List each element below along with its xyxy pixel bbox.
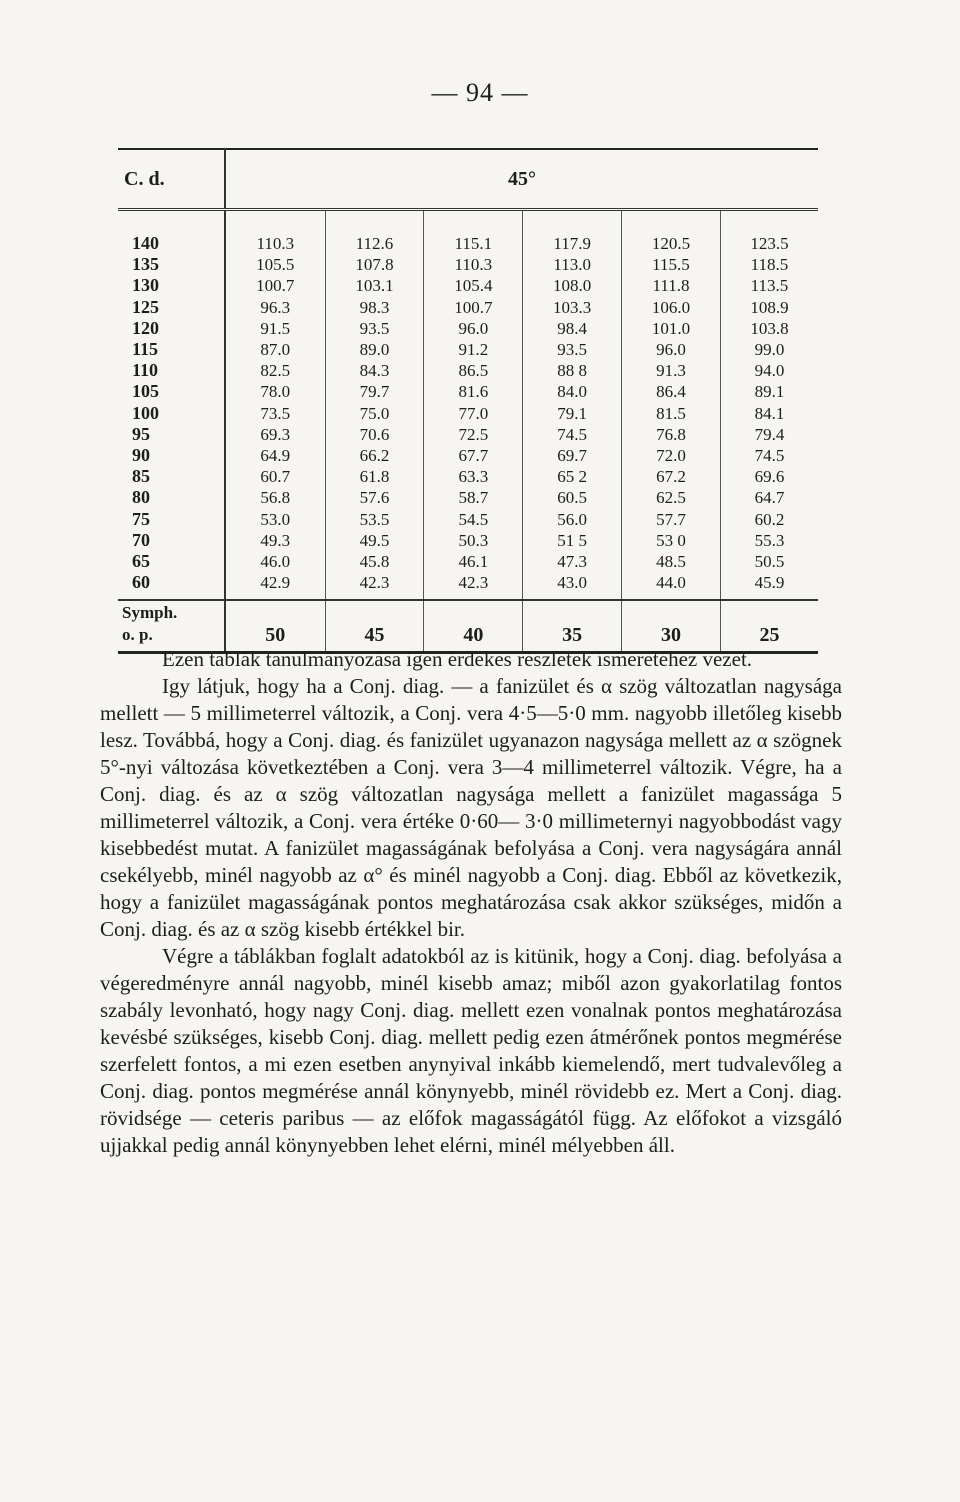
corner-label: C. d. bbox=[118, 149, 225, 210]
table-cell: 77.0 bbox=[424, 403, 523, 424]
row-label: 70 bbox=[118, 530, 225, 551]
conjugata-table bbox=[118, 148, 818, 654]
table-cell: 98.3 bbox=[325, 297, 424, 318]
table-cell: 101.0 bbox=[622, 318, 721, 339]
row-label: 60 bbox=[118, 572, 225, 600]
paragraph: Ezen táblák tanulmányozása igen érdekes részletek ismeretéhez vezet. bbox=[162, 647, 753, 671]
footer-label bbox=[118, 600, 225, 653]
table-cell: 99.0 bbox=[720, 339, 818, 360]
row-label: 90 bbox=[118, 445, 225, 466]
table-cell: 103.8 bbox=[720, 318, 818, 339]
page-number: — 94 — bbox=[431, 78, 529, 107]
table-cell: 66.2 bbox=[325, 445, 424, 466]
table-cell: 94.0 bbox=[720, 360, 818, 381]
table-cell: 60.2 bbox=[720, 508, 818, 529]
table-cell: 96.3 bbox=[225, 297, 325, 318]
table-cell: 56.0 bbox=[523, 508, 622, 529]
table-row bbox=[118, 297, 818, 318]
table-cell: 73.5 bbox=[225, 403, 325, 424]
table-cell: 45.8 bbox=[325, 551, 424, 572]
paragraph: Végre a táblákban foglalt adatokból az is kitünik, hogy a Conj. diag. befolyása a végeredményre annál nagyobb, minél kisebb amaz; miből azon gyakorlatilag fontos szabály levonható, hogy nagy Conj. diag. mellett ezen vonalnak pontos meghatározása kevésbé szükséges, kisebb Conj. diag. mellett pedig ezen átmérőnek pontos megmérése szerfelett fontos, a mi ezen esetben anynyival inkább kiemelendő, mert tudvalevőleg a Conj. diag. pontos megmérése annál könynyebb, minél rövidebb ez. Mert a Conj. diag. rövidsége — ceteris paribus — az előfok magasságától függ. Az előfokot a vizsgáló ujjakkal pedig annál könynyebben lehet elérni, minél mélyebben áll. bbox=[100, 944, 842, 1157]
table-cell: 69.7 bbox=[523, 445, 622, 466]
table-cell: 115.1 bbox=[424, 210, 523, 255]
row-label: 105 bbox=[118, 381, 225, 402]
table-cell: 74.5 bbox=[720, 445, 818, 466]
table-body bbox=[118, 210, 818, 601]
table-cell: 108.9 bbox=[720, 297, 818, 318]
table-cell: 61.8 bbox=[325, 466, 424, 487]
row-label: 125 bbox=[118, 297, 225, 318]
table-row bbox=[118, 424, 818, 445]
row-label: 120 bbox=[118, 318, 225, 339]
table-cell: 45.9 bbox=[720, 572, 818, 600]
table-cell: 84.1 bbox=[720, 403, 818, 424]
table-cell: 82.5 bbox=[225, 360, 325, 381]
table-cell: 69.3 bbox=[225, 424, 325, 445]
table-cell: 81.5 bbox=[622, 403, 721, 424]
table-footer-row bbox=[118, 600, 818, 653]
table-cell: 53.5 bbox=[325, 508, 424, 529]
table-cell: 46.1 bbox=[424, 551, 523, 572]
paragraph: Igy látjuk, hogy ha a Conj. diag. — a fanizület és α szög változatlan nagysága mellett — 5 millimeterrel változik, a Conj. vera 4·5—5·0 mm. nagyobb illetőleg kisebb lesz. Továbbá, hogy a Conj. diag. és fanizület ugyanazon nagysága mellett az α szögnek 5°-nyi változása következtében a Conj. vera 3—4 millimeterrel változik. Végre, ha a Conj. diag. és az α szög változatlan nagysága mellett a fanizület magassága 5 millimeterrel változik, a Conj. vera értéke 0·60— 3·0 millimeternyi nagyobbodást vagy kisebbedést mutat. A fanizület magasságának befolyása a Conj. vera nagyságára annál csekélyebb, minél nagyobb az α° és minél nagyobb a Conj. diag. Ebből az következik, hogy a fanizület magasságának pontos meghatározása csak akkor szükséges, midőn a Conj. diag. és az α szög kisebb értékkel bir. bbox=[100, 674, 842, 941]
table-cell: 72.5 bbox=[424, 424, 523, 445]
table-row bbox=[118, 445, 818, 466]
table-cell: 100.7 bbox=[424, 297, 523, 318]
table-cell: 67.7 bbox=[424, 445, 523, 466]
table-cell: 49.3 bbox=[225, 530, 325, 551]
table-row bbox=[118, 275, 818, 296]
table-cell: 111.8 bbox=[622, 275, 721, 296]
table-cell: 115.5 bbox=[622, 254, 721, 275]
table-cell: 42.3 bbox=[424, 572, 523, 600]
table-row bbox=[118, 403, 818, 424]
table-cell: 96.0 bbox=[424, 318, 523, 339]
body-text bbox=[100, 646, 842, 1159]
row-label: 115 bbox=[118, 339, 225, 360]
table-cell: 89.0 bbox=[325, 339, 424, 360]
table-cell: 64.9 bbox=[225, 445, 325, 466]
table-cell: 56.8 bbox=[225, 487, 325, 508]
table-cell: 51 5 bbox=[523, 530, 622, 551]
table-row bbox=[118, 466, 818, 487]
footer-value: 40 bbox=[424, 600, 523, 653]
footer-value: 30 bbox=[622, 600, 721, 653]
row-label: 110 bbox=[118, 360, 225, 381]
table-cell: 100.7 bbox=[225, 275, 325, 296]
table-cell: 50.3 bbox=[424, 530, 523, 551]
data-table-container bbox=[118, 148, 818, 654]
table-cell: 57.6 bbox=[325, 487, 424, 508]
table-cell: 49.5 bbox=[325, 530, 424, 551]
table-cell: 46.0 bbox=[225, 551, 325, 572]
table-cell: 91.3 bbox=[622, 360, 721, 381]
footer-label-op: o. p. bbox=[122, 625, 153, 645]
table-cell: 87.0 bbox=[225, 339, 325, 360]
table-cell: 60.7 bbox=[225, 466, 325, 487]
footer-label-symph: Symph. bbox=[122, 603, 178, 623]
table-cell: 69.6 bbox=[720, 466, 818, 487]
table-cell: 91.2 bbox=[424, 339, 523, 360]
table-cell: 91.5 bbox=[225, 318, 325, 339]
table-cell: 93.5 bbox=[523, 339, 622, 360]
table-cell: 76.8 bbox=[622, 424, 721, 445]
table-cell: 112.6 bbox=[325, 210, 424, 255]
table-cell: 48.5 bbox=[622, 551, 721, 572]
table-cell: 50.5 bbox=[720, 551, 818, 572]
row-label: 80 bbox=[118, 487, 225, 508]
table-cell: 64.7 bbox=[720, 487, 818, 508]
row-label: 130 bbox=[118, 275, 225, 296]
table-row bbox=[118, 339, 818, 360]
table-cell: 93.5 bbox=[325, 318, 424, 339]
table-cell: 108.0 bbox=[523, 275, 622, 296]
table-cell: 86.4 bbox=[622, 381, 721, 402]
table-row bbox=[118, 551, 818, 572]
table-cell: 103.1 bbox=[325, 275, 424, 296]
table-row bbox=[118, 318, 818, 339]
table-cell: 65 2 bbox=[523, 466, 622, 487]
table-row bbox=[118, 381, 818, 402]
table-cell: 117.9 bbox=[523, 210, 622, 255]
row-label: 100 bbox=[118, 403, 225, 424]
table-cell: 70.6 bbox=[325, 424, 424, 445]
table-cell: 42.9 bbox=[225, 572, 325, 600]
table-cell: 105.5 bbox=[225, 254, 325, 275]
table-cell: 53.0 bbox=[225, 508, 325, 529]
table-cell: 63.3 bbox=[424, 466, 523, 487]
table-cell: 113.0 bbox=[523, 254, 622, 275]
footer-value: 25 bbox=[720, 600, 818, 653]
table-row bbox=[118, 360, 818, 381]
table-header-row bbox=[118, 149, 818, 210]
table-cell: 123.5 bbox=[720, 210, 818, 255]
table-row bbox=[118, 210, 818, 255]
footer-value: 50 bbox=[225, 600, 325, 653]
table-cell: 81.6 bbox=[424, 381, 523, 402]
table-cell: 60.5 bbox=[523, 487, 622, 508]
table-cell: 107.8 bbox=[325, 254, 424, 275]
table-row bbox=[118, 487, 818, 508]
table-cell: 106.0 bbox=[622, 297, 721, 318]
table-cell: 43.0 bbox=[523, 572, 622, 600]
footer-value: 45 bbox=[325, 600, 424, 653]
table-row bbox=[118, 254, 818, 275]
table-cell: 74.5 bbox=[523, 424, 622, 445]
table-cell: 67.2 bbox=[622, 466, 721, 487]
row-label: 75 bbox=[118, 508, 225, 529]
table-cell: 53 0 bbox=[622, 530, 721, 551]
table-cell: 96.0 bbox=[622, 339, 721, 360]
table-row bbox=[118, 530, 818, 551]
table-cell: 105.4 bbox=[424, 275, 523, 296]
table-cell: 42.3 bbox=[325, 572, 424, 600]
table-cell: 120.5 bbox=[622, 210, 721, 255]
row-label: 135 bbox=[118, 254, 225, 275]
table-cell: 78.0 bbox=[225, 381, 325, 402]
footer-value: 35 bbox=[523, 600, 622, 653]
table-cell: 88 8 bbox=[523, 360, 622, 381]
table-cell: 110.3 bbox=[225, 210, 325, 255]
table-row bbox=[118, 572, 818, 600]
table-cell: 84.3 bbox=[325, 360, 424, 381]
row-label: 140 bbox=[118, 210, 225, 255]
table-cell: 113.5 bbox=[720, 275, 818, 296]
table-cell: 72.0 bbox=[622, 445, 721, 466]
table-cell: 58.7 bbox=[424, 487, 523, 508]
table-cell: 98.4 bbox=[523, 318, 622, 339]
table-row bbox=[118, 508, 818, 529]
table-cell: 86.5 bbox=[424, 360, 523, 381]
row-label: 85 bbox=[118, 466, 225, 487]
table-cell: 44.0 bbox=[622, 572, 721, 600]
table-cell: 54.5 bbox=[424, 508, 523, 529]
table-cell: 118.5 bbox=[720, 254, 818, 275]
table-cell: 89.1 bbox=[720, 381, 818, 402]
table-cell: 84.0 bbox=[523, 381, 622, 402]
table-cell: 79.4 bbox=[720, 424, 818, 445]
table-cell: 110.3 bbox=[424, 254, 523, 275]
table-cell: 47.3 bbox=[523, 551, 622, 572]
row-label: 65 bbox=[118, 551, 225, 572]
table-cell: 103.3 bbox=[523, 297, 622, 318]
table-cell: 79.1 bbox=[523, 403, 622, 424]
angle-label: 45° bbox=[225, 149, 818, 210]
row-label: 95 bbox=[118, 424, 225, 445]
table-cell: 62.5 bbox=[622, 487, 721, 508]
table-cell: 55.3 bbox=[720, 530, 818, 551]
table-cell: 75.0 bbox=[325, 403, 424, 424]
table-cell: 57.7 bbox=[622, 508, 721, 529]
table-cell: 79.7 bbox=[325, 381, 424, 402]
